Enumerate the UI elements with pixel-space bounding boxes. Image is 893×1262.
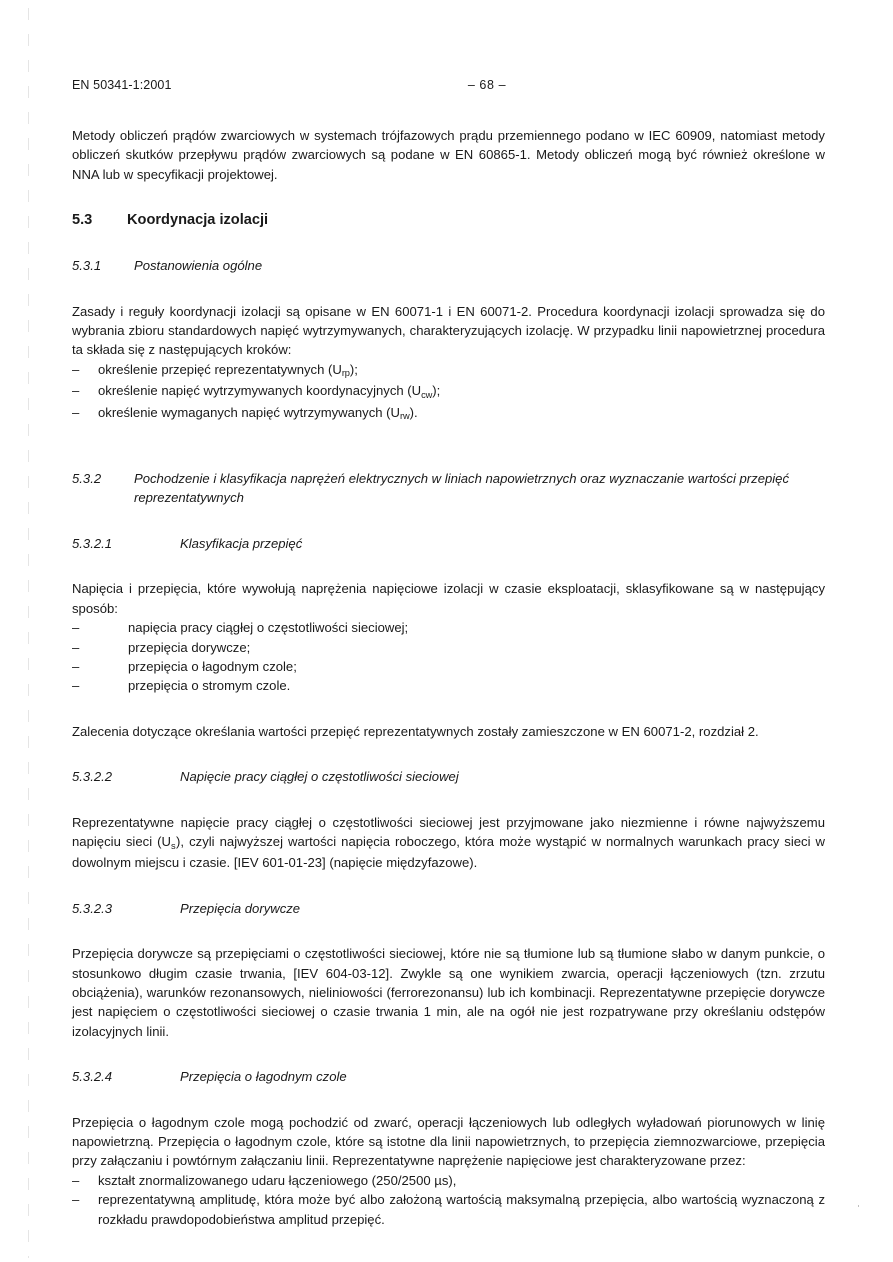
heading-5-3-number: 5.3: [72, 212, 93, 229]
paragraph-part-2: ), czyli najwyższej wartości napięcia roboczego, która może wystąpić w normalnych warunkach pracy sieci w dowolnym miejscu i czasie. [IEV 601-01-23] (napięcie międzyfazowe).: [72, 833, 826, 871]
list-item: [72, 618, 825, 637]
closing-paragraph-5-3-2-1: Zalecenia dotyczące określania wartości przepięć reprezentatywnych zostały zamieszczone w EN 60071-2, rozdział 2.: [72, 723, 759, 739]
list-item-text: przepięcia o stromym czole.: [128, 678, 291, 694]
list-item: [72, 638, 825, 657]
heading-5-3-1: [72, 256, 825, 275]
page-number: – 68 –: [467, 78, 507, 92]
list-item: [72, 676, 825, 695]
dash-bullet: –: [72, 658, 80, 674]
heading-5-3-2-4-number: 5.3.2.4: [72, 1069, 113, 1085]
standard-id: EN 50341-1:2001: [72, 78, 172, 92]
list-item-text: [98, 381, 825, 402]
paragraph-5-3-2-4: Przepięcia o łagodnym czole mogą pochodzić od zwarć, operacji łączeniowych lub odległych wyładowań piorunowych w linię napowietrzną. Przepięcia o łagodnym czole, które są istotne dla linii napowietrznych, to przepięcia ziemnozwarciowe, przepięcia przy załączaniu i powtórnym załączaniu linii. Reprezentatywne naprężenie napięciowe jest charakteryzowane przez:: [72, 1114, 825, 1169]
list-item-text: kształt znormalizowanego udaru łączeniowego (250/2500 µs),: [98, 1172, 457, 1188]
item-pre: określenie napięć wytrzymywanych koordynacyjnych (U: [98, 383, 422, 399]
running-header: [72, 78, 825, 96]
dash-bullet: –: [72, 383, 80, 399]
item-subscript: cw: [421, 389, 433, 400]
list-item: [72, 1190, 825, 1229]
dash-bullet: –: [72, 620, 80, 636]
list-item: [72, 360, 825, 381]
heading-5-3-title: Koordynacja izolacji: [127, 212, 269, 229]
list-5-3-1: [72, 360, 825, 424]
heading-5-3-2-number: 5.3.2: [72, 471, 102, 487]
heading-5-3-2-1: [72, 534, 825, 553]
dash-bullet: –: [72, 404, 80, 420]
list-item: [72, 1171, 825, 1190]
item-post: );: [432, 383, 441, 399]
dash-bullet: –: [72, 1172, 80, 1188]
voltage-subscript: s: [170, 840, 177, 851]
list-item-text: [98, 403, 825, 424]
heading-5-3-1-number: 5.3.1: [72, 258, 102, 274]
paragraph-5-3-1: Zasady i reguły koordynacji izolacji są opisane w EN 60071-1 i EN 60071-2. Procedura koordynacji izolacji sprowadza się do wybrania zbioru standardowych napięć wytrzymywanych, charakteryzujących izolację. W przypadku linii napowietrznej procedura ta składa się z następujących kroków:: [72, 303, 825, 358]
paragraph-part-1: Reprezentatywne napięcie pracy ciągłej o częstotliwości sieciowej jest przyjmowane jako niezmienne i równe najwyższemu napięciu sieci (U: [72, 814, 825, 849]
list-item-text: reprezentatywną amplitudę, która może być albo założoną wartością maksymalną przepięcia, albo wartością wyznaczoną z rozkładu prawdopodobieństwa amplitud przepięć.: [98, 1192, 825, 1227]
heading-5-3-2-3-title: Przepięcia dorywcze: [180, 900, 301, 916]
dash-bullet: –: [72, 678, 80, 694]
item-subscript: rp: [341, 368, 350, 379]
page-content: [72, 78, 825, 1229]
dash-bullet: –: [72, 361, 80, 377]
list-5-3-2-4: [72, 1171, 825, 1229]
item-pre: określenie przepięć reprezentatywnych (U: [98, 361, 342, 377]
intro-paragraph: Metody obliczeń prądów zwarciowych w systemach trójfazowych prądu przemiennego podano w IEC 60909, natomiast metody obliczeń skutków przepływu prądów zwarciowych są podane w EN 60865-1. Metody obliczeń mogą być również określone w NNA lub w specyfikacji projektowej.: [72, 128, 825, 182]
list-item-text: przepięcia dorywcze;: [128, 639, 251, 655]
paragraph-5-3-2-2: [72, 813, 825, 873]
item-pre: określenie wymaganych napięć wytrzymywanych (U: [98, 404, 400, 420]
dash-bullet: –: [72, 639, 80, 655]
heading-5-3-2-3-number: 5.3.2.3: [72, 900, 113, 916]
list-item-text: [98, 360, 825, 381]
heading-5-3-2-2: [72, 767, 825, 786]
list-item: [72, 381, 825, 402]
heading-5-3-2-2-title: Napięcie pracy ciągłej o częstotliwości sieciowej: [180, 769, 459, 785]
list-5-3-2-1: [72, 618, 825, 696]
heading-5-3-2-title: Pochodzenie i klasyfikacja naprężeń elektrycznych w liniach napowietrznych oraz wyznaczanie wartości przepięć reprezentatywnych: [134, 471, 790, 506]
heading-5-3-2-3: [72, 899, 825, 918]
heading-5-3: [72, 210, 825, 230]
heading-5-3-2: [72, 469, 825, 508]
paragraph-5-3-2-1: Napięcia i przepięcia, które wywołują naprężenia napięciowe izolacji w czasie eksploatacji, sklasyfikowane są w następujący sposób:: [72, 581, 825, 616]
list-item-text: przepięcia o łagodnym czole;: [128, 658, 297, 674]
heading-5-3-2-2-number: 5.3.2.2: [72, 769, 113, 785]
paragraph-5-3-2-3: Przepięcia dorywcze są przepięciami o częstotliwości sieciowej, które nie są tłumione lub są tłumione słabo w danym punkcie, o stosunkowo długim czasie trwania, [IEV 604-03-12]. Zwykle są one wynikiem zwarcia, operacji łączeniowych (tzn. zrzutu obciążenia), warunków rezonansowych, nieliniowości (ferrorezonansu) lub ich kombinacji. Reprezentatywne przepięcie dorywcze jest napięciem o częstotliwości sieciowej o czasie trwania 1 min, ale na ogół nie jest rozpatrywane przy określaniu odstępów izolacyjnych linii.: [72, 946, 825, 1039]
list-item: [72, 657, 825, 676]
item-subscript: rw: [400, 411, 410, 422]
item-post: );: [349, 361, 358, 377]
heading-5-3-2-4-title: Przepięcia o łagodnym czole: [180, 1069, 347, 1085]
list-item: [72, 403, 825, 424]
dash-bullet: –: [72, 1192, 80, 1208]
scan-speck-artifact: [858, 1205, 859, 1207]
heading-5-3-2-1-title: Klasyfikacja przepięć: [180, 535, 303, 551]
heading-5-3-2-4: [72, 1067, 825, 1086]
list-item-text: napięcia pracy ciągłej o częstotliwości sieciowej;: [128, 620, 409, 636]
heading-5-3-1-title: Postanowienia ogólne: [134, 258, 263, 274]
item-post: ).: [409, 404, 418, 420]
heading-5-3-2-1-number: 5.3.2.1: [72, 535, 113, 551]
scan-line-artifact: [28, 8, 29, 1258]
